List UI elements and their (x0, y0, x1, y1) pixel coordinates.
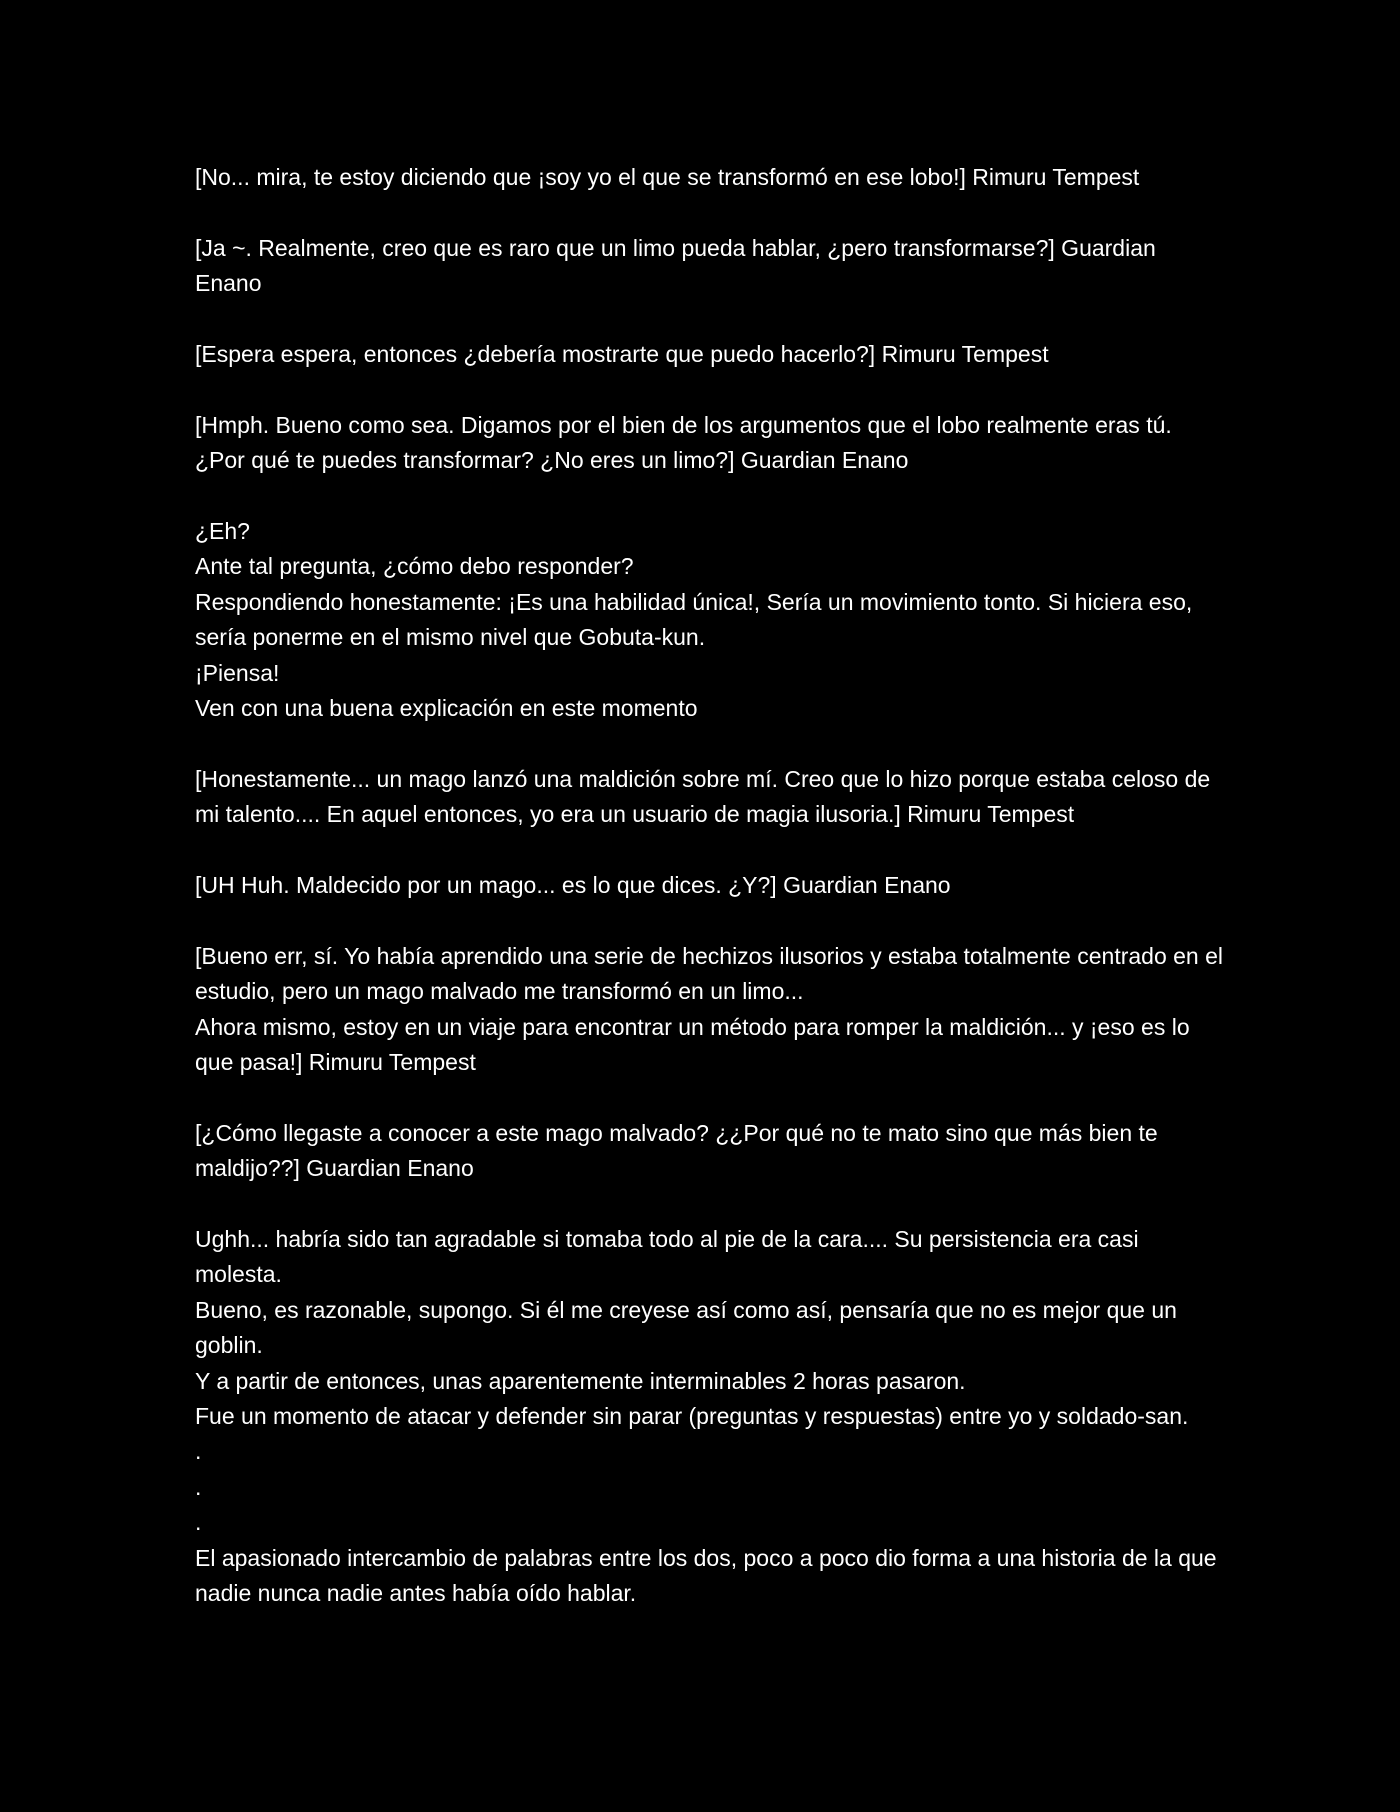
narration-line: Ven con una buena explicación en este momento (195, 695, 698, 722)
paragraph (195, 939, 1225, 1081)
paragraph (195, 1116, 1225, 1187)
paragraph (195, 1222, 1225, 1611)
narration-line: ¿Eh? (195, 518, 250, 544)
narration-line: Fue un momento de atacar y defender sin parar (preguntas y respuestas) entre yo y soldado-san. (195, 1403, 1189, 1430)
dialogue-line: [Ja ~. Realmente, creo que es raro que un limo pueda hablar, ¿pero transformarse?] Guardian Enano (195, 234, 1156, 297)
dialogue-line: Ahora mismo, estoy en un viaje para encontrar un método para romper la maldición... y ¡eso es lo que pasa!] Rimuru Tempest (195, 1013, 1190, 1076)
paragraph (195, 231, 1225, 302)
narration-line: Ante tal pregunta, ¿cómo debo responder? (195, 553, 634, 580)
narration-line: Ughh... habría sido tan agradable si tomaba todo al pie de la cara.... Su persistencia era casi molesta. (195, 1226, 1139, 1288)
dialogue-line: [Espera espera, entonces ¿debería mostrarte que puedo hacerlo?] Rimuru Tempest (195, 341, 1049, 367)
dialogue-line: [UH Huh. Maldecido por un mago... es lo que dices. ¿Y?] Guardian Enano (195, 872, 951, 899)
paragraph (195, 337, 1225, 372)
dialogue-line: [Bueno err, sí. Yo había aprendido una serie de hechizos ilusorios y estaba totalmente centrado en el estudio, pero un mago malvado me transformó en un limo... (195, 942, 1224, 1005)
paragraph (195, 514, 1225, 726)
dialogue-line: [No... mira, te estoy diciendo que ¡soy yo el que se transformó en ese lobo!] Rimuru Tempest (195, 164, 1140, 190)
dialogue-line: [Hmph. Bueno como sea. Digamos por el bien de los argumentos que el lobo realmente eras tú. ¿Por qué te puedes transformar? ¿No eres un limo?] Guardian Enano (195, 411, 1172, 474)
narration-line: Bueno, es razonable, supongo. Si él me creyese así como así, pensaría que no es mejor que un goblin. (195, 1296, 1177, 1359)
narration-line: ¡Piensa! (195, 659, 280, 686)
ellipsis-line: . (195, 1473, 202, 1500)
document-page (195, 160, 1225, 1612)
paragraph (195, 408, 1225, 479)
paragraph (195, 868, 1225, 903)
dialogue-line: [¿Cómo llegaste a conocer a este mago malvado? ¿¿Por qué no te mato sino que más bien te maldijo??] Guardian Enano (195, 1119, 1158, 1182)
ellipsis-line: . (195, 1509, 202, 1536)
ellipsis-line: . (195, 1438, 202, 1465)
paragraph (195, 762, 1225, 833)
dialogue-line: [Honestamente... un mago lanzó una maldición sobre mí. Creo que lo hizo porque estaba celoso de mi talento.... En aquel entonces, yo era un usuario de magia ilusoria.] Rimuru Tempest (195, 765, 1211, 828)
narration-line: Y a partir de entonces, unas aparentemente interminables 2 horas pasaron. (195, 1367, 966, 1394)
paragraph (195, 160, 1225, 195)
narration-line: Respondiendo honestamente: ¡Es una habilidad única!, Sería un movimiento tonto. Si hiciera eso, sería ponerme en el mismo nivel que Gobuta-kun. (195, 588, 1193, 651)
narration-line: El apasionado intercambio de palabras entre los dos, poco a poco dio forma a una historia de la que nadie nunca nadie antes había oído hablar. (195, 1544, 1217, 1607)
